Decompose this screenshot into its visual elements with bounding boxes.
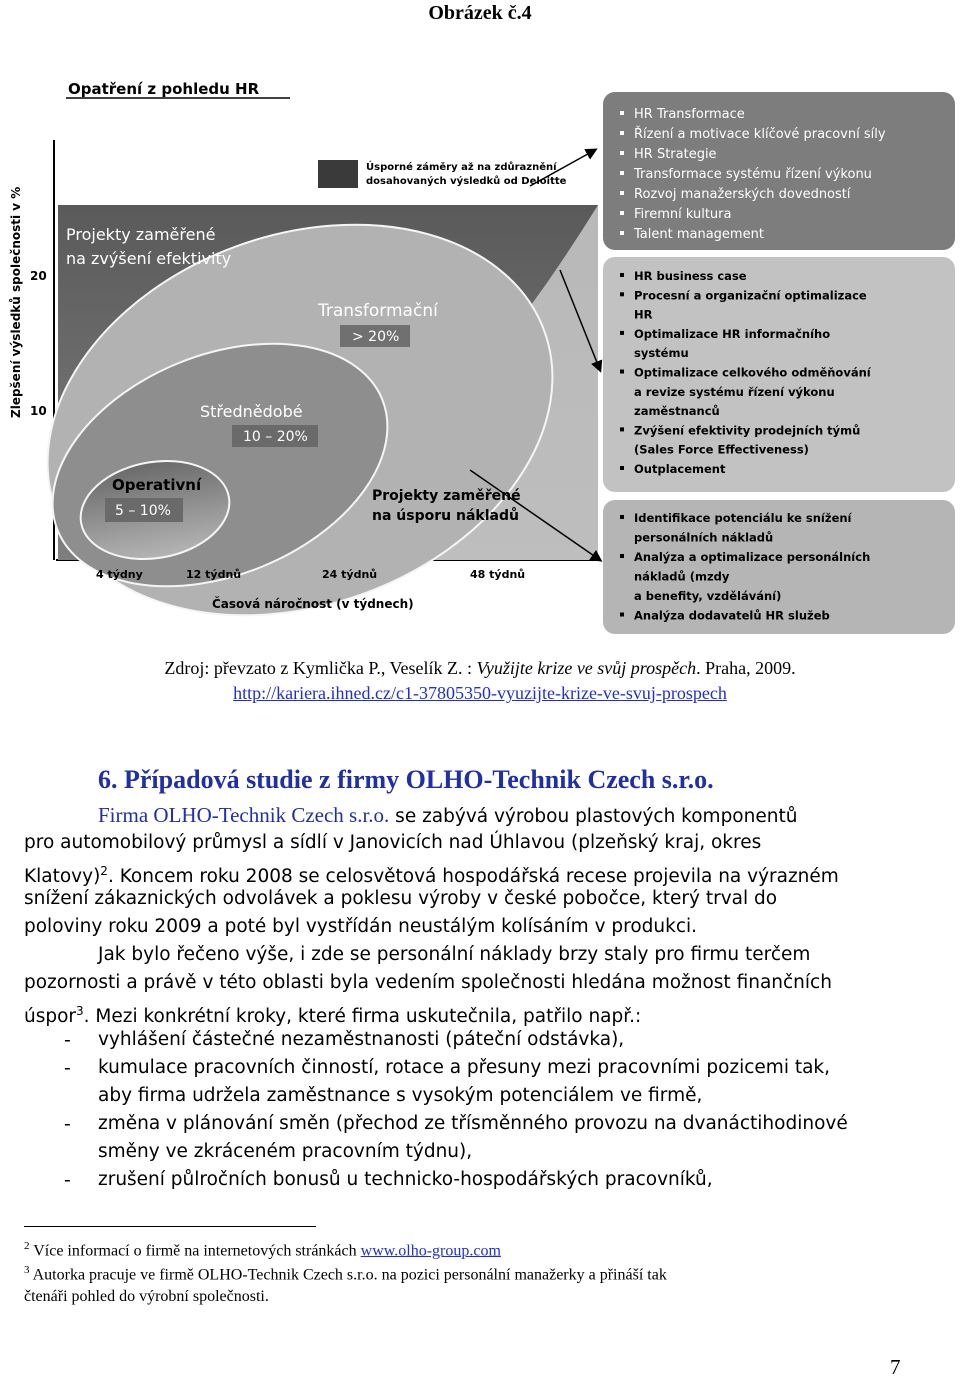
label-operational: Operativní <box>112 476 202 494</box>
fn3-number: 3 <box>24 1264 30 1276</box>
box-mid-item-5: Optimalizace celkového odměňování <box>634 365 871 380</box>
box-top-item-4: Rozvoj manažerských dovedností <box>634 187 851 202</box>
box-top-item-2: HR Strategie <box>634 147 717 162</box>
p1-line1-rest: se zabývá výrobou plastových komponentů <box>389 806 798 827</box>
box-bottom-item-2: Analýza a optimalizace personálních <box>634 550 871 564</box>
paragraph2-line3 <box>24 997 641 1031</box>
footnote-separator <box>24 1226 316 1227</box>
bullet-1: vyhlášení částečné nezaměstnanosti (páteční odstávka), <box>98 1029 625 1050</box>
p1-line3-start: Klatovy) <box>24 866 101 888</box>
box-mid-item-2: HR <box>634 307 653 322</box>
x-tick-12: 12 týdnů <box>186 568 242 581</box>
source-suffix: . Praha, 2009. <box>696 658 796 678</box>
region-label-1: Projekty zaměřené <box>66 225 216 244</box>
box-bottom-item-5: Analýza dodavatelů HR služeb <box>634 608 830 623</box>
box-mid-item-8: Zvýšení efektivity prodejních týmů <box>634 423 861 438</box>
box-top-bullet-0 <box>620 111 624 115</box>
x-tick-4: 4 týdny <box>96 568 143 581</box>
box-mid-bullet-3 <box>620 331 624 335</box>
source-url-link[interactable]: http://kariera.ihned.cz/c1-37805350-vyuzijte-krize-ve-svuj-prospech <box>233 683 727 703</box>
box-top-item-0: HR Transformace <box>634 107 745 122</box>
x-tick-48: 48 týdnů <box>470 568 526 581</box>
footnote-3 <box>24 1264 667 1284</box>
paragraph2-line1: Jak bylo řečeno výše, i zde se personální náklady brzy staly pro firmu terčem <box>98 944 811 965</box>
bullet-3-line2: směny ve zkráceném pracovním týdnu), <box>98 1141 473 1162</box>
x-axis-label: Časová náročnost (v týdnech) <box>212 597 414 611</box>
box-mid-bullet-10 <box>620 466 624 470</box>
firm-name: Firma OLHO-Technik Czech s.r.o. <box>98 803 390 827</box>
y-tick-10: 10 <box>30 404 47 418</box>
value-operational: 5 – 10% <box>115 503 171 519</box>
box-mid-item-1: Procesní a organizační optimalizace <box>634 288 867 303</box>
box-mid-item-10: Outplacement <box>634 462 726 476</box>
label-medium-term: Střednědobé <box>200 402 303 421</box>
box-bottom-bullet-0 <box>620 515 624 519</box>
p2-line3-rest: . Mezi konkrétní kroky, které firma uskutečnila, patřilo např.: <box>83 1006 642 1028</box>
bullet-4: zrušení půlročních bonusů u technicko-hospodářských pracovníků, <box>98 1169 713 1190</box>
footnote-ref-2[interactable]: 2 <box>100 864 108 878</box>
paragraph1-line4: snížení zákaznických odvolávek a poklesu výroby v české pobočce, který trval do <box>24 888 778 909</box>
box-top-bullet-6 <box>620 231 624 235</box>
y-axis-label: Zlepšení výsledků společnosti v % <box>9 186 23 418</box>
box-mid-item-9: (Sales Force Effectiveness) <box>634 442 809 457</box>
figure-title: Opatření z pohledu HR <box>68 80 260 98</box>
box-top-bullet-2 <box>620 151 624 155</box>
box-top-item-5: Firemní kultura <box>634 207 732 222</box>
box-bottom-item-1: personálních nákladů <box>634 530 774 545</box>
box-bottom-item-3: nákladů (mzdy <box>634 569 730 584</box>
label-transformational: Transformační <box>318 301 438 321</box>
box-mid-bullet-5 <box>620 370 624 374</box>
box-top-item-6: Talent management <box>634 227 764 242</box>
fn2-number: 2 <box>24 1240 30 1252</box>
x-tick-24: 24 týdnů <box>322 568 378 581</box>
box-mid-bullet-8 <box>620 427 624 431</box>
box-top-item-3: Transformace systému řízení výkonu <box>634 167 872 182</box>
olho-group-link[interactable]: www.olho-group.com <box>360 1242 501 1260</box>
fn3-text: Autorka pracuje ve firmě OLHO-Technik Czech s.r.o. na pozici personální manažerky a přináší tak <box>29 1266 667 1284</box>
box-bottom-item-4: a benefity, vzdělávání) <box>634 589 782 603</box>
bullet-dash-1: - <box>64 1029 71 1051</box>
y-tick-20: 20 <box>30 269 47 283</box>
paragraph1-line1 <box>24 801 797 831</box>
box-top-item-1: Řízení a motivace klíčové pracovní síly <box>634 127 886 142</box>
box-bottom-item-0: Identifikace potenciálu ke snížení <box>634 511 852 525</box>
savings-label-2: na úsporu nákladů <box>372 508 519 524</box>
paragraph1-line5: poloviny roku 2009 a poté byl vystřídán neustálým kolísáním v produkci. <box>24 916 698 937</box>
source-citation <box>0 658 960 679</box>
bullet-2-line2: aby firma udržela zaměstnance s vysokým potenciálem ve firmě, <box>98 1085 703 1106</box>
bullet-dash-4: - <box>64 1169 71 1191</box>
bullet-3-line1: změna v plánování směn (přechod ze třísměnného provozu na dvanáctihodinové <box>98 1113 848 1134</box>
region-label-2: na zvýšení efektivity <box>66 249 232 268</box>
bullet-dash-2: - <box>64 1057 71 1079</box>
fn2-text: Více informací o firmě na internetových stránkách <box>29 1242 361 1260</box>
box-bottom-bullet-2 <box>620 554 624 558</box>
value-medium-term: 10 – 20% <box>243 429 308 445</box>
source-title: Využijte krize ve svůj prospěch <box>476 658 697 678</box>
figure-caption: Obrázek č.4 <box>428 2 532 24</box>
box-top-bullet-3 <box>620 171 624 175</box>
box-mid-item-0: HR business case <box>634 269 747 283</box>
value-transformational: > 20% <box>352 329 400 345</box>
hr-measures-figure <box>0 60 960 650</box>
footnote-ref-3[interactable]: 3 <box>76 1004 84 1018</box>
savings-label-1: Projekty zaměřené <box>372 488 521 504</box>
box-mid-bullet-0 <box>620 273 624 277</box>
bullet-2-line1: kumulace pracovních činností, rotace a přesuny mezi pracovními pozicemi tak, <box>98 1057 831 1078</box>
legend-text-2: dosahovaných výsledků od Deloitte <box>366 176 567 187</box>
bullet-dash-3: - <box>64 1113 71 1135</box>
box-mid-bullet-1 <box>620 292 624 296</box>
legend-text-1: Úsporné záměry až na zdůraznění <box>366 162 557 173</box>
source-prefix: Zdroj: převzato z Kymlička P., Veselík Z. : <box>164 658 477 678</box>
footnote-2 <box>24 1240 501 1260</box>
box-top-bullet-1 <box>620 131 624 135</box>
box-mid-item-4: systému <box>634 346 689 361</box>
paragraph2-line2: pozornosti a právě v této oblasti byla vedením společnosti hledána možnost finančních <box>24 972 832 993</box>
paragraph1-line2: pro automobilový průmysl a sídlí v Janovicích nad Úhlavou (plzeňský kraj, okres <box>24 832 762 853</box>
box-bottom-bullet-5 <box>620 613 624 617</box>
section-heading: 6. Případová studie z firmy OLHO-Technik Czech s.r.o. <box>98 765 714 794</box>
p2-line3-start: úspor <box>24 1006 77 1028</box>
box-top-bullet-5 <box>620 211 624 215</box>
box-mid-item-7: zaměstnanců <box>634 404 720 419</box>
page-number: 7 <box>890 1355 901 1379</box>
legend-swatch <box>318 160 358 188</box>
box-mid-item-3: Optimalizace HR informačního <box>634 326 831 341</box>
p1-line3-rest: . Koncem roku 2008 se celosvětová hospodářská recese projevila na výrazném <box>107 866 839 888</box>
box-mid-item-6: a revize systému řízení výkonu <box>634 384 835 399</box>
footnote-3-line2: čtenáři pohled do výrobní společnosti. <box>24 1288 269 1305</box>
box-top-bullet-4 <box>620 191 624 195</box>
